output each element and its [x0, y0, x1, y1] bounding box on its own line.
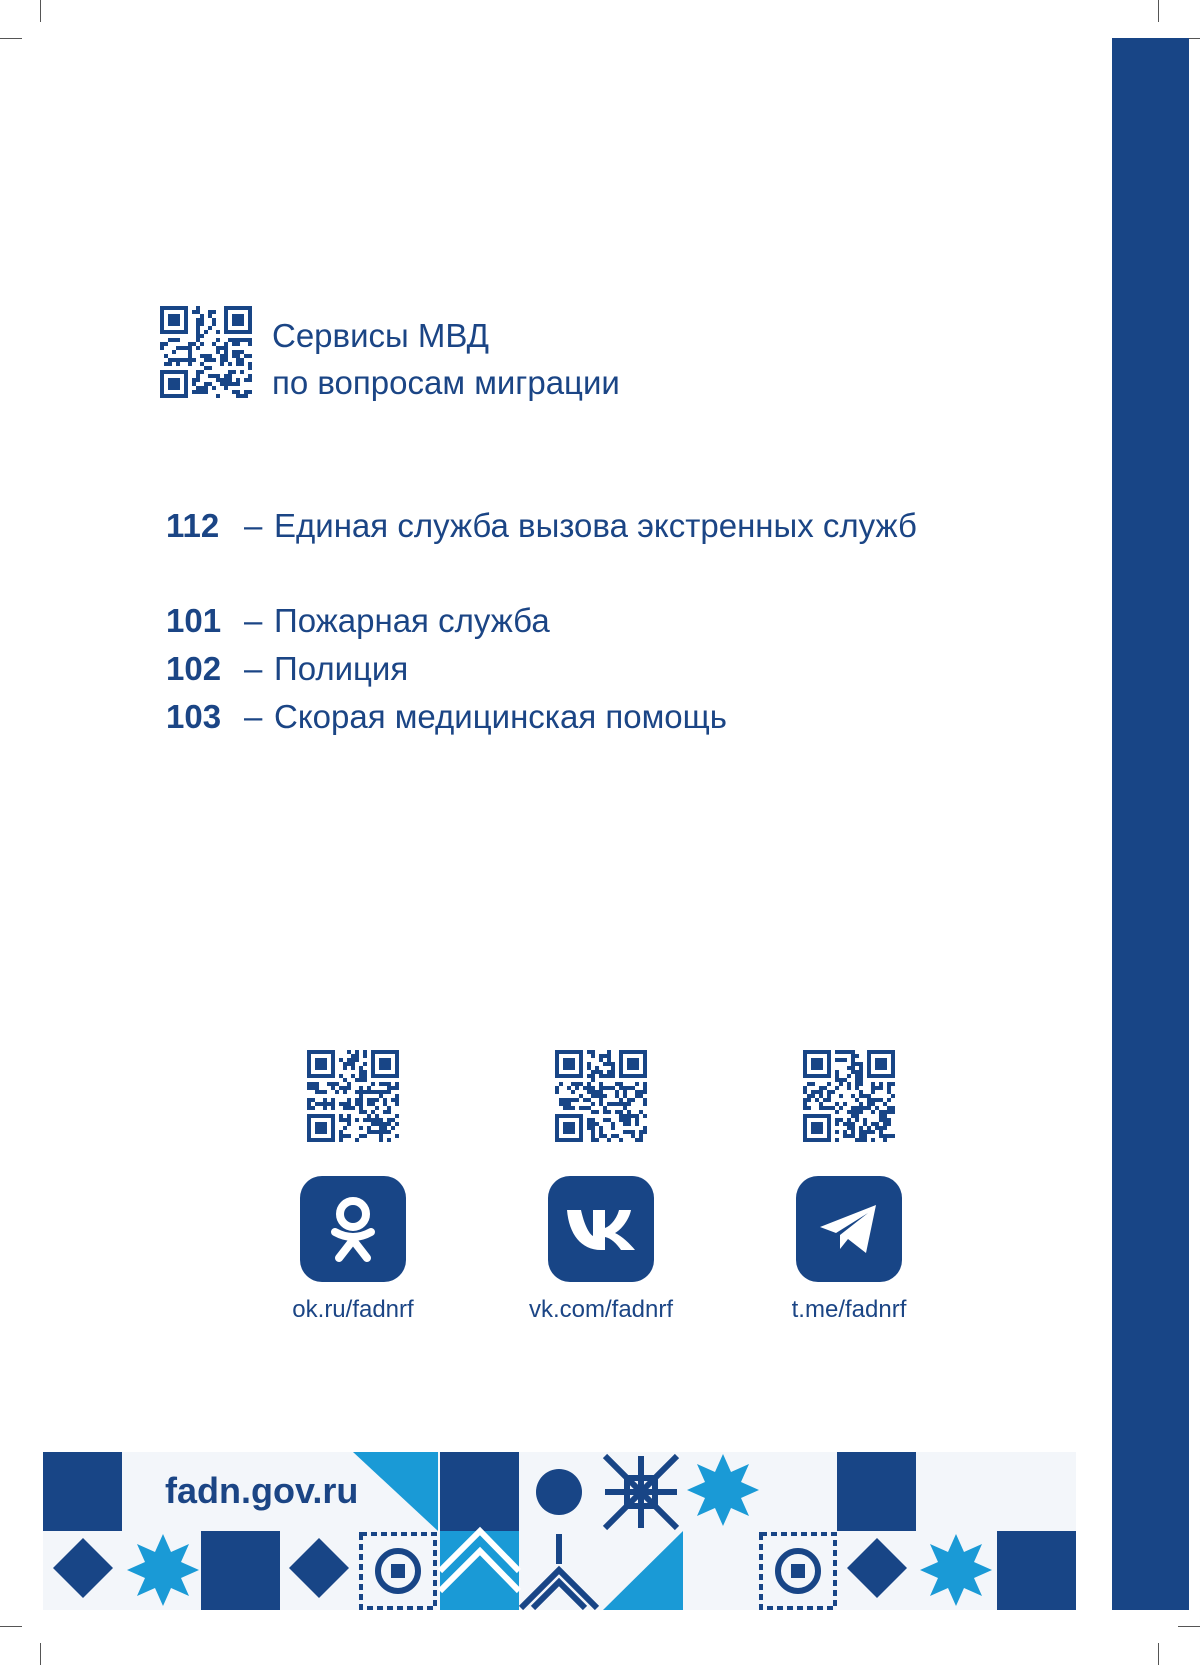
vk-icon[interactable] — [548, 1176, 654, 1282]
mvd-services-subtitle: по вопросам миграции — [272, 364, 620, 401]
site-link[interactable]: fadn.gov.ru — [165, 1470, 359, 1511]
social-telegram — [764, 1050, 934, 1324]
crop-mark — [40, 0, 41, 22]
emergency-label: Скорая медицинская помощь — [274, 698, 727, 735]
emergency-number[interactable]: 112 — [166, 507, 220, 544]
dash: – — [244, 698, 263, 735]
emergency-number[interactable]: 103 — [166, 698, 222, 735]
mvd-services-block — [160, 306, 620, 406]
telegram-icon[interactable] — [796, 1176, 902, 1282]
emergency-row-112 — [166, 502, 917, 550]
odnoklassniki-icon[interactable] — [300, 1176, 406, 1282]
vk-link[interactable]: vk.com/fadnrf — [528, 1296, 674, 1323]
dash: – — [244, 602, 263, 639]
crop-mark — [0, 38, 22, 39]
qr-code-icon[interactable] — [160, 306, 252, 398]
emergency-number[interactable]: 102 — [166, 650, 222, 687]
crop-mark — [1158, 1643, 1159, 1665]
dash: – — [244, 650, 263, 687]
crop-mark — [0, 1626, 22, 1627]
emergency-label: Единая служба вызова экстренных служб — [274, 507, 917, 544]
side-stripe — [1112, 38, 1189, 1610]
emergency-row-101 — [166, 597, 550, 645]
emergency-label: Пожарная служба — [274, 602, 550, 639]
crop-mark — [1158, 0, 1159, 22]
emergency-label: Полиция — [274, 650, 409, 687]
qr-code-icon[interactable] — [307, 1050, 399, 1142]
crop-mark — [1178, 1626, 1200, 1627]
emergency-row-102 — [166, 645, 408, 693]
telegram-link[interactable]: t.me/fadnrf — [791, 1296, 907, 1323]
qr-code-icon[interactable] — [555, 1050, 647, 1142]
ornament-banner — [43, 1452, 1076, 1610]
dash: – — [244, 507, 263, 544]
social-ok — [268, 1050, 438, 1324]
emergency-row-103 — [166, 693, 727, 741]
qr-code-icon[interactable] — [803, 1050, 895, 1142]
mvd-services-title: Сервисы МВД — [272, 317, 490, 354]
social-vk — [516, 1050, 686, 1324]
ok-link[interactable]: ok.ru/fadnrf — [292, 1296, 414, 1323]
crop-mark — [40, 1643, 41, 1665]
emergency-number[interactable]: 101 — [166, 602, 222, 639]
